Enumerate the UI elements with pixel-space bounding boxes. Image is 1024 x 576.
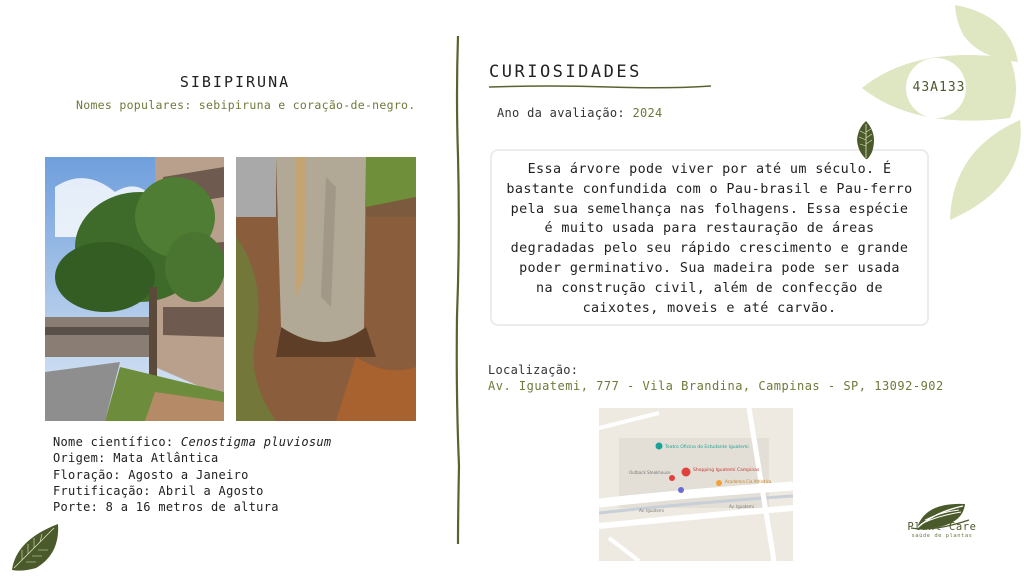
leaf-decoration-bottom [8,520,62,572]
species-title: SIBIPIRUNA [179,73,291,91]
popular-names: Nomes populares: sebipiruna e coração-de-negro. [76,98,416,112]
evaluation-year: Ano da avaliação: 2024 [497,106,663,120]
curiosity-line: bastante confundida com o Pau-brasil e Pau-ferro [506,181,913,197]
trunk-photo [236,157,416,421]
species-facts [53,434,331,515]
map-label: Shopping Iguatemi Campinas [693,468,760,473]
scientific-name-row: Nome científico: Cenostigma pluviosum [53,435,332,449]
curiosity-line: Essa árvore pode viver por até um século. É [527,162,892,177]
location-label: Localização: [488,363,579,377]
curiosity-line: poder germinativo. Sua madeira pode ser usada [519,260,900,276]
curiosity-line: degradadas pelo seu rápido crescimento e grande [510,241,909,257]
map-label: Av. Iguatemi [729,504,754,509]
column-divider [452,36,464,544]
map-label: Av. Iguatemi [639,508,664,513]
curiosity-line: pela sua semelhança nas folhagens. Essa espécie [510,201,909,217]
curiosity-line: é muito usada para restauração de áreas [544,221,875,237]
tree-code: 43A133 [912,80,966,95]
map-label: Outback Steakhouse [629,470,671,475]
scientific-name: Cenostigma pluviosum [180,435,332,449]
flowering-row: Floração: Agosto a Janeiro [53,467,249,482]
origin-row: Origem: Mata Atlântica [53,451,219,466]
leaf-decoration [860,0,1024,224]
fruiting-row: Frutificação: Abril a Agosto [53,483,264,498]
curiosity-line: caixotes, moveis e até carvão. [582,300,837,316]
curiosity-line: na construção civil, além de confecção de [536,280,883,296]
brand-tagline: saúde de plantas [911,533,973,539]
tree-photo [45,157,224,421]
size-row: Porte: 8 a 16 metros de altura [53,500,279,515]
year-value: 2024 [632,106,663,120]
map-label: Academia Cia Athletica [725,479,772,484]
brand-name: Plant Care [907,521,977,533]
title-underline [489,84,711,90]
curiosities-title: CURIOSIDADES [489,62,642,82]
location-map[interactable] [599,408,793,561]
map-label: Teatro Oficina do Estudante Iguatemi [665,445,749,450]
location-address[interactable]: Av. Iguatemi, 777 - Vila Brandina, Campinas - SP, 13092-902 [488,379,944,393]
